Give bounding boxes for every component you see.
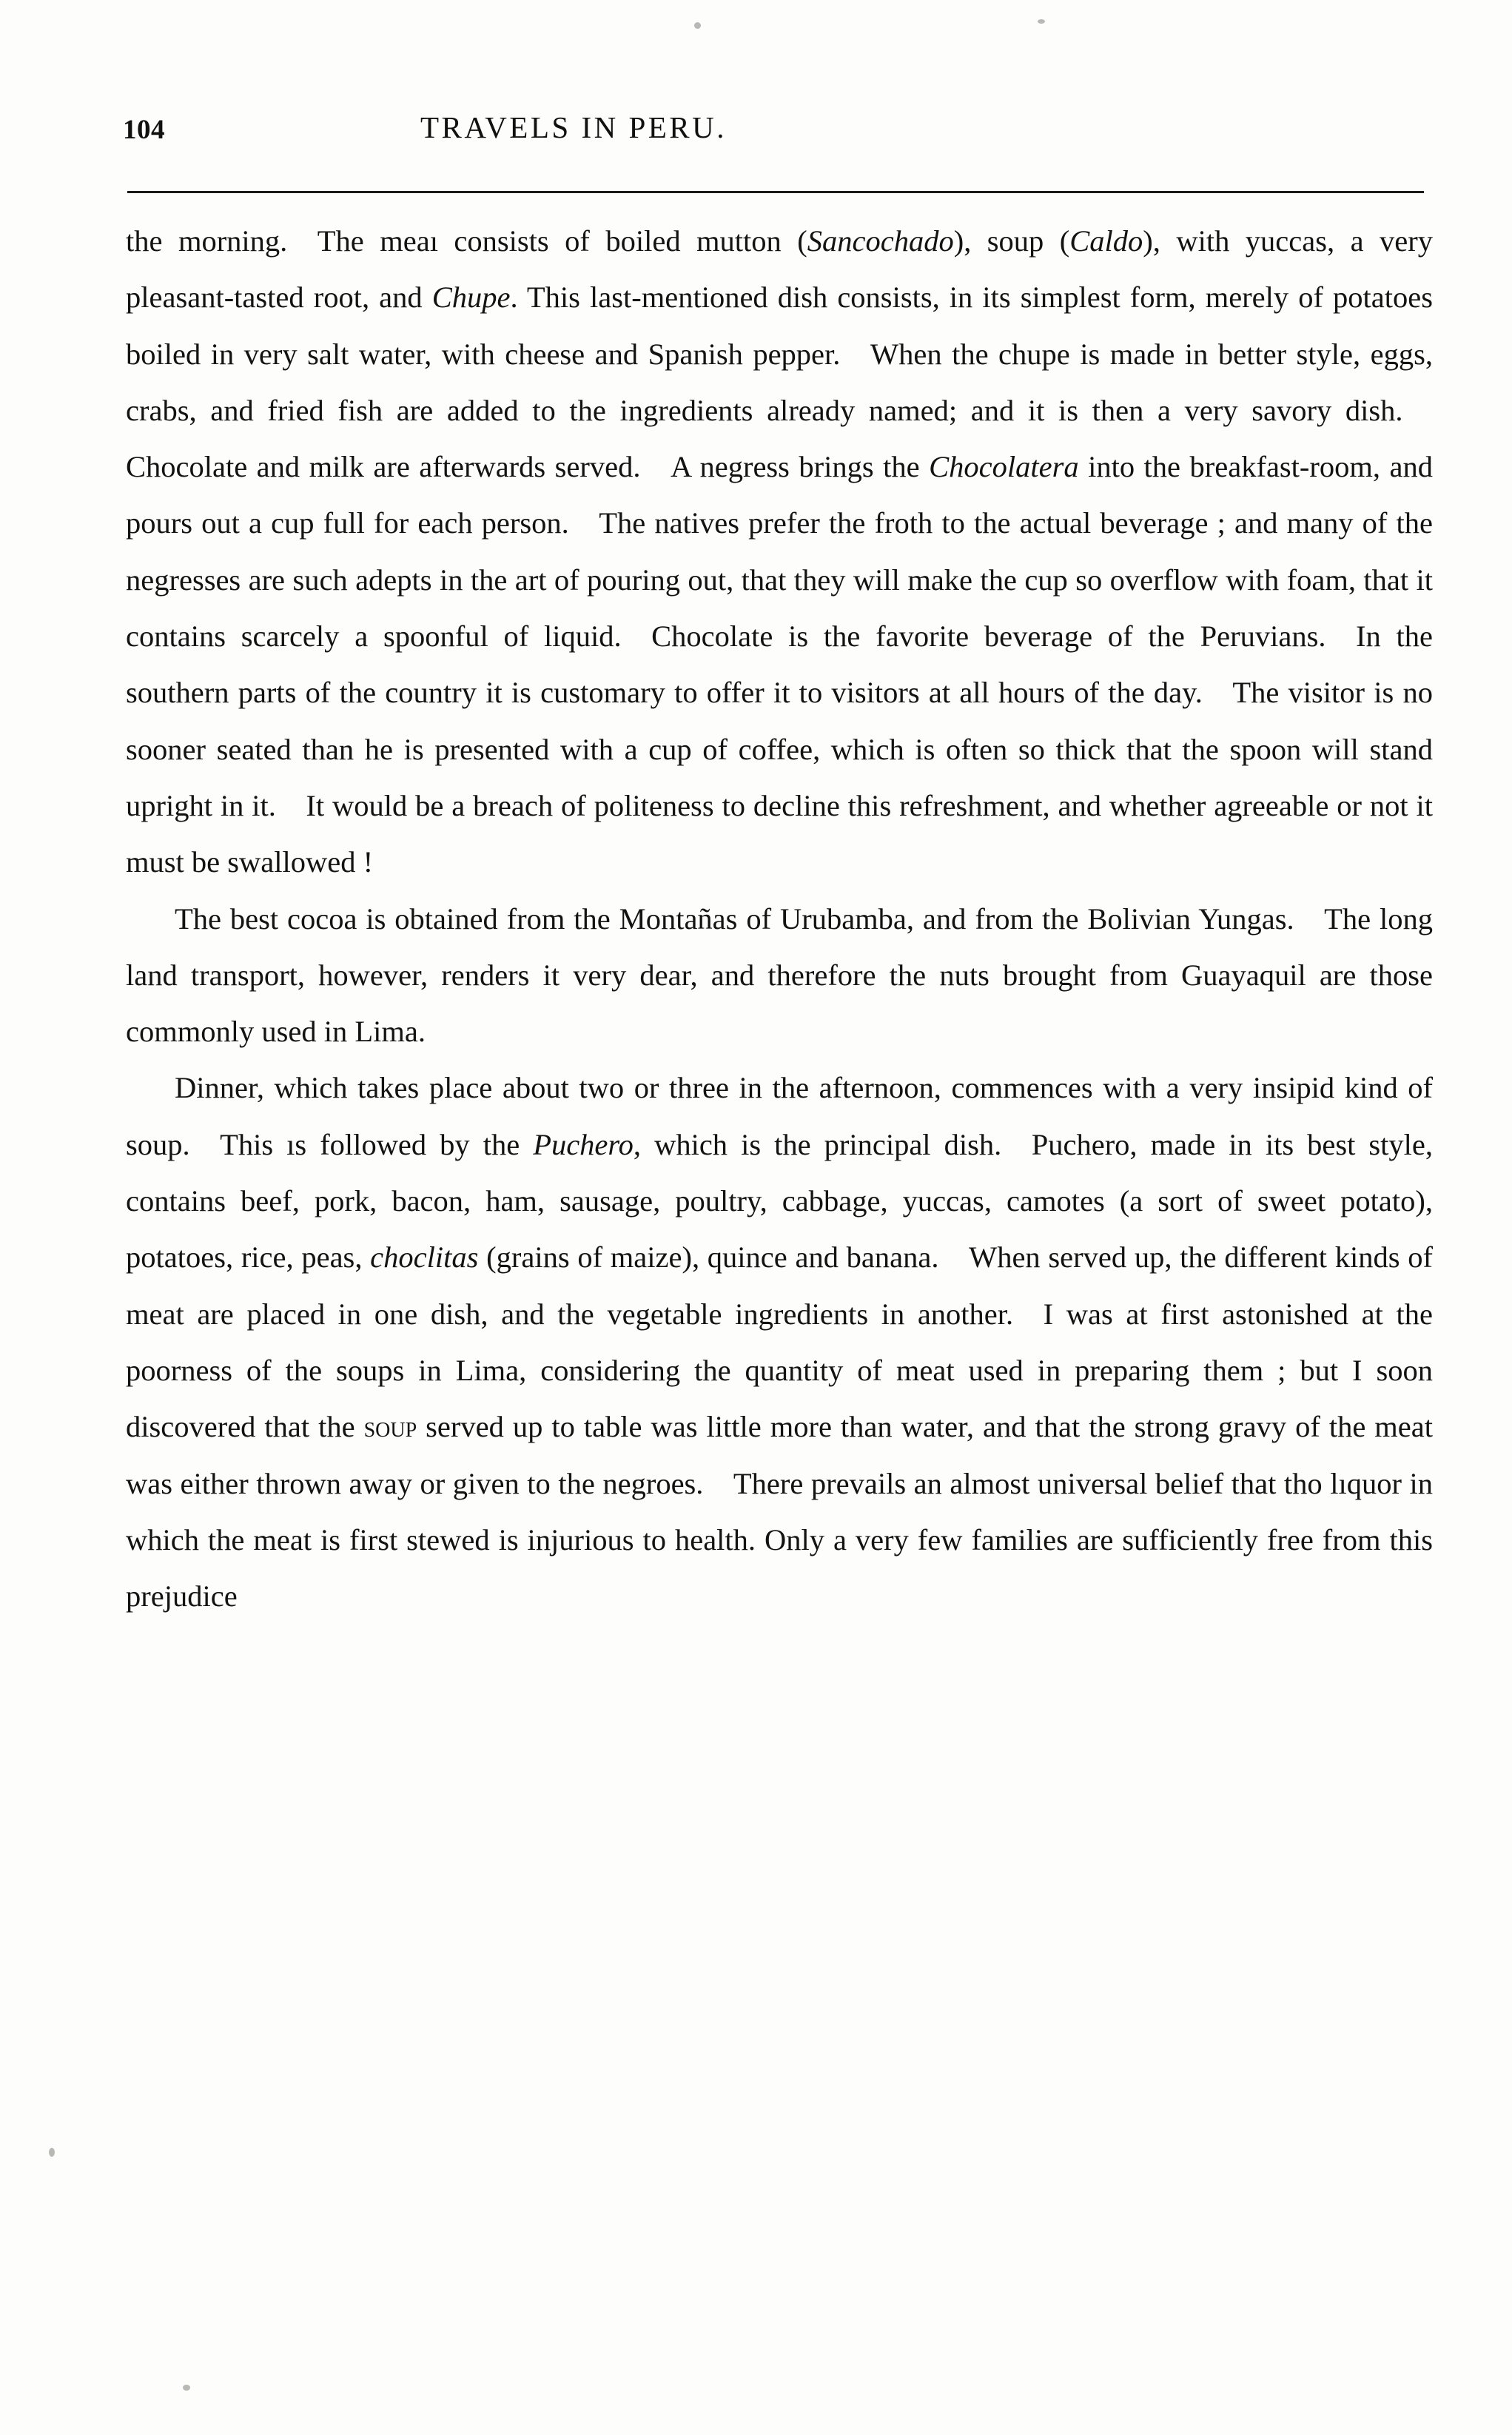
paragraph-continued: the morning. The meaı consists of boiled mutton (Sancochado), soup (Caldo), with yuccas, a very pleasant-tasted root, and Chupe. This last-mentioned dish consists, in its simplest form, merely of potatoes boiled in very salt water, with cheese and Spanish pepper. When the chupe is made in better style, eggs, crabs, and fried fish are added to the ingredients already named; and it is then a very savory dish. Chocolate and milk are afterwards served. A negress brings the Chocolatera into the breakfast-room, and pours out a cup full for each person. The natives prefer the froth to the actual beverage ; and many of the negresses are such adepts in the art of pouring out, that they will make the cup so overflow with foam, that it contains scarcely a spoonful of liquid. Chocolate is the favorite beverage of the Peruvians. In the southern parts of the country it is customary to offer it to visitors at all hours of the day. The visitor is no sooner seated than he is presented with a cup of coffee, which is often so thick that the spoon will stand upright in it. It would be a breach of politeness to decline this refreshment, and whether agreeable or not it must be swallowed ! [126, 224, 1433, 879]
body-text [126, 213, 1433, 1625]
running-head: TRAVELS IN PERU. [420, 110, 728, 144]
header-rule [127, 191, 1424, 193]
paragraph-cocoa: The best cocoa is obtained from the Montañas of Urubamba, and from the Bolivian Yungas. The long land transport, however, renders it very dear, and therefore the nuts brought from Guayaquil are those commonly used in Lima. [126, 901, 1433, 1049]
paper-speck [1038, 19, 1045, 24]
paragraph-dinner: Dinner, which takes place about two or three in the afternoon, commences with a very insipid kind of soup. This ıs followed by the Puchero, which is the principal dish. Puchero, made in its best style, contains beef, pork, bacon, ham, sausage, poultry, cabbage, yuccas, camotes (a sort of sweet potato), potatoes, rice, peas, choclitas (grains of maize), quince and banana. When served up, the different kinds of meat are placed in one dish, and the vegetable ingredients in another. I was at first astonished at the poorness of the soups in Lima, considering the quantity of meat used in preparing them ; but I soon discovered that the soup served up to table was little more than water, and that the strong gravy of the meat was either thrown away or given to the negroes. There prevails an almost universal belief that tho lıquor in which the meat is first stewed is injurious to health. Only a very few families are sufficiently free from this prejudice [126, 1071, 1433, 1613]
page-content [118, 89, 1443, 1613]
paper-speck [183, 2385, 190, 2391]
page-header [118, 89, 1443, 155]
paper-speck [694, 22, 701, 29]
page-number: 104 [123, 115, 165, 145]
paper-speck [49, 2148, 55, 2157]
